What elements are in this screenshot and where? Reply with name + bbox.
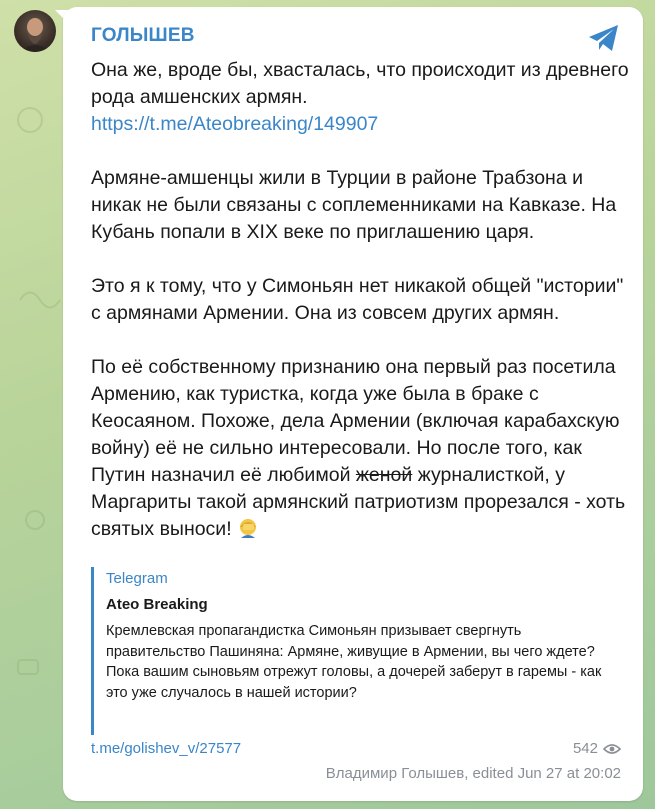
post-paragraph-4-end: журналисткой, у Маргариты такой армянский патриотизм прорезался - хоть святых выноси! xyxy=(91,464,626,540)
strikethrough-word: женой xyxy=(355,464,413,486)
eye-icon xyxy=(603,743,621,755)
quote-body: Кремлевская пропагандистка Симоньян призывает свергнуть правительство Пашиняна: Армяне, живущие в Армении, вы чего ждете? Пока вашим сыновьям отрежут головы, а дочерей заберут в гаремы - как это уже случалось в нашей истории? xyxy=(106,623,602,701)
views-count: 542 xyxy=(572,740,598,757)
channel-avatar[interactable] xyxy=(14,10,56,52)
views-counter xyxy=(573,740,621,757)
post-paragraph-3: Это я к тому, что у Симоньян нет никакой общей "истории" с армянами Армении. Она из совсем других армян. xyxy=(91,275,624,324)
post-paragraph-4-cont: Но после того, как Путин назначил её любимой xyxy=(91,437,582,486)
facepalm-emoji-icon xyxy=(237,517,259,539)
post-permalink[interactable]: t.me/golishev_v/27577 xyxy=(91,740,242,757)
message-bubble xyxy=(63,7,643,801)
message-text xyxy=(91,57,631,543)
forwarded-quote[interactable] xyxy=(91,567,611,735)
quote-title: Ateo Breaking xyxy=(106,596,208,613)
post-paragraph-2: Армяне-амшенцы жили в Турции в районе Трабзона и никак не были связаны с соплеменниками на Кавказе. На Кубань попали в XIX веке по приглашению царя. xyxy=(91,167,617,243)
channel-name[interactable]: ГОЛЫШЕВ xyxy=(91,25,195,46)
post-meta: Владимир Голышев, edited Jun 27 at 20:02 xyxy=(325,765,621,782)
telegram-plane-icon[interactable] xyxy=(587,23,621,53)
quote-source: Telegram xyxy=(106,570,168,587)
post-paragraph-1: Она же, вроде бы, хвасталась, что происходит из древнего рода амшенских армян. xyxy=(91,59,629,108)
post-link[interactable]: https://t.me/Ateobreaking/149907 xyxy=(91,113,379,135)
post-paragraph-4: По её собственному признанию она первый раз посетила Армению, как туристка, когда уже была в браке с Кеосаяном. Похоже, дела Армении (включая карабахскую войну) её не сильно интересовали. xyxy=(91,356,620,459)
